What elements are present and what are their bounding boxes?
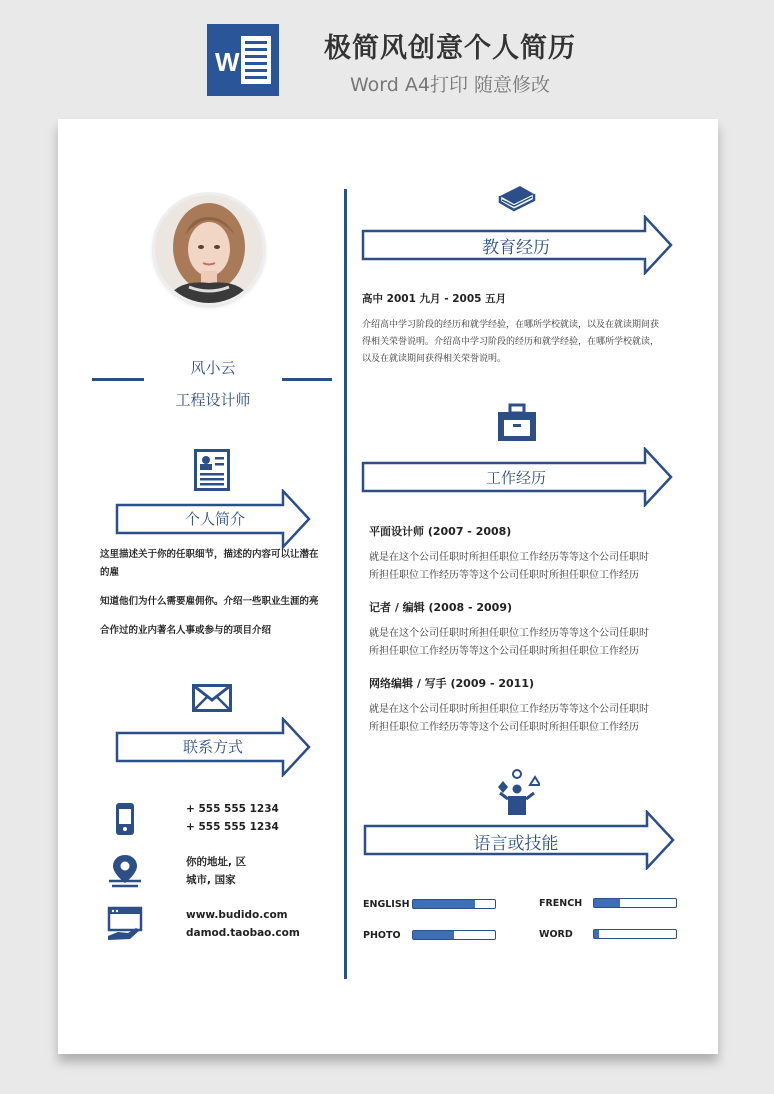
page-title: 极简风创意个人简历 — [324, 33, 576, 64]
profile-job-title: 工程设计师 — [175, 391, 251, 409]
work-1-desc-line-1: 就是在这个公司任职时所担任职位工作经历等等这个公司任职时 — [369, 552, 649, 563]
skill-name-french: FRENCH — [539, 898, 583, 909]
skill-name-photo: PHOTO — [363, 930, 401, 941]
work-section-title: 工作经历 — [485, 469, 546, 487]
work-2-desc-line-1: 就是在这个公司任职时所担任职位工作经历等等这个公司任职时 — [369, 628, 649, 639]
intro-line-2: 的雇 — [100, 567, 120, 578]
contact-phone-2: + 555 555 1234 — [186, 821, 279, 833]
center-divider — [344, 189, 347, 979]
education-description — [362, 317, 680, 368]
work-3-title: 网络编辑 / 写手 (2009 - 2011) — [369, 677, 535, 690]
education-section-title: 教育经历 — [482, 238, 550, 258]
envelope-icon — [192, 684, 232, 712]
contact-web-1: www.budido.com — [186, 909, 288, 921]
resume-card-icon — [194, 449, 230, 491]
resume-page — [58, 119, 718, 1054]
name-rule-left — [92, 378, 144, 381]
skill-name-word: WORD — [539, 929, 573, 940]
intro-line-1: 这里描述关于你的任职细节，描述的内容可以让潜在 — [100, 549, 319, 560]
intro-section-title: 个人简介 — [184, 510, 245, 528]
contact-address-1: 你的地址, 区 — [186, 856, 247, 868]
education-desc-line-1: 介绍高中学习阶段的经历和就学经验，在哪所学校就读，以及在就读期间获 — [362, 320, 660, 330]
intro-line-4: 合作过的业内著名人事或参与的项目介绍 — [100, 625, 272, 636]
book-icon — [498, 182, 536, 212]
profile-name: 风小云 — [190, 359, 236, 377]
skill-fill-french — [594, 899, 620, 907]
skill-bar-word — [593, 929, 677, 939]
website-hand-icon — [106, 906, 144, 942]
skill-bar-photo — [412, 930, 496, 940]
location-pin-icon — [106, 853, 144, 889]
skill-fill-word — [594, 930, 599, 938]
word-logo-letter: W — [215, 47, 240, 77]
contact-address-2: 城市, 国家 — [186, 874, 236, 886]
page-subtitle: Word A4打印 随意修改 — [349, 74, 550, 96]
work-3-desc-line-2: 所担任职位工作经历等等这个公司任职时所担任职位工作经历 — [369, 722, 639, 733]
word-logo-icon — [207, 24, 279, 96]
education-desc-line-2: 得相关荣誉说明。介绍高中学习阶段的经历和就学经验，在哪所学校就读， — [362, 337, 660, 347]
education-heading: 高中 2001 九月 - 2005 五月 — [362, 293, 507, 305]
work-2-title: 记者 / 编辑 (2008 - 2009) — [369, 601, 513, 614]
skill-fill-photo — [413, 931, 454, 939]
work-3-desc-line-1: 就是在这个公司任职时所担任职位工作经历等等这个公司任职时 — [369, 704, 649, 715]
skill-bar-english — [412, 899, 496, 909]
skills-section-title: 语言或技能 — [473, 834, 559, 854]
skill-bar-french — [593, 898, 677, 908]
intro-line-3: 知道他们为什么需要雇佣你。介绍一些职业生涯的亮 — [100, 596, 319, 607]
portrait-image — [155, 195, 263, 303]
contact-web-2: damod.taobao.com — [186, 927, 300, 939]
name-rule-right — [282, 378, 332, 381]
work-1-desc-line-2: 所担任职位工作经历等等这个公司任职时所担任职位工作经历 — [369, 570, 639, 581]
work-2-desc-line-2: 所担任职位工作经历等等这个公司任职时所担任职位工作经历 — [369, 646, 639, 657]
contact-section-title: 联系方式 — [182, 738, 243, 756]
education-desc-line-3: 以及在就读期间获得相关荣誉说明。 — [362, 354, 507, 364]
skill-fill-english — [413, 900, 475, 908]
work-1-title: 平面设计师 (2007 - 2008) — [369, 525, 512, 538]
briefcase-icon — [496, 403, 538, 443]
skill-name-english: ENGLISH — [363, 899, 410, 910]
contact-phone-1: + 555 555 1234 — [186, 803, 279, 815]
mobile-phone-icon — [115, 802, 135, 836]
avatar — [155, 195, 263, 303]
